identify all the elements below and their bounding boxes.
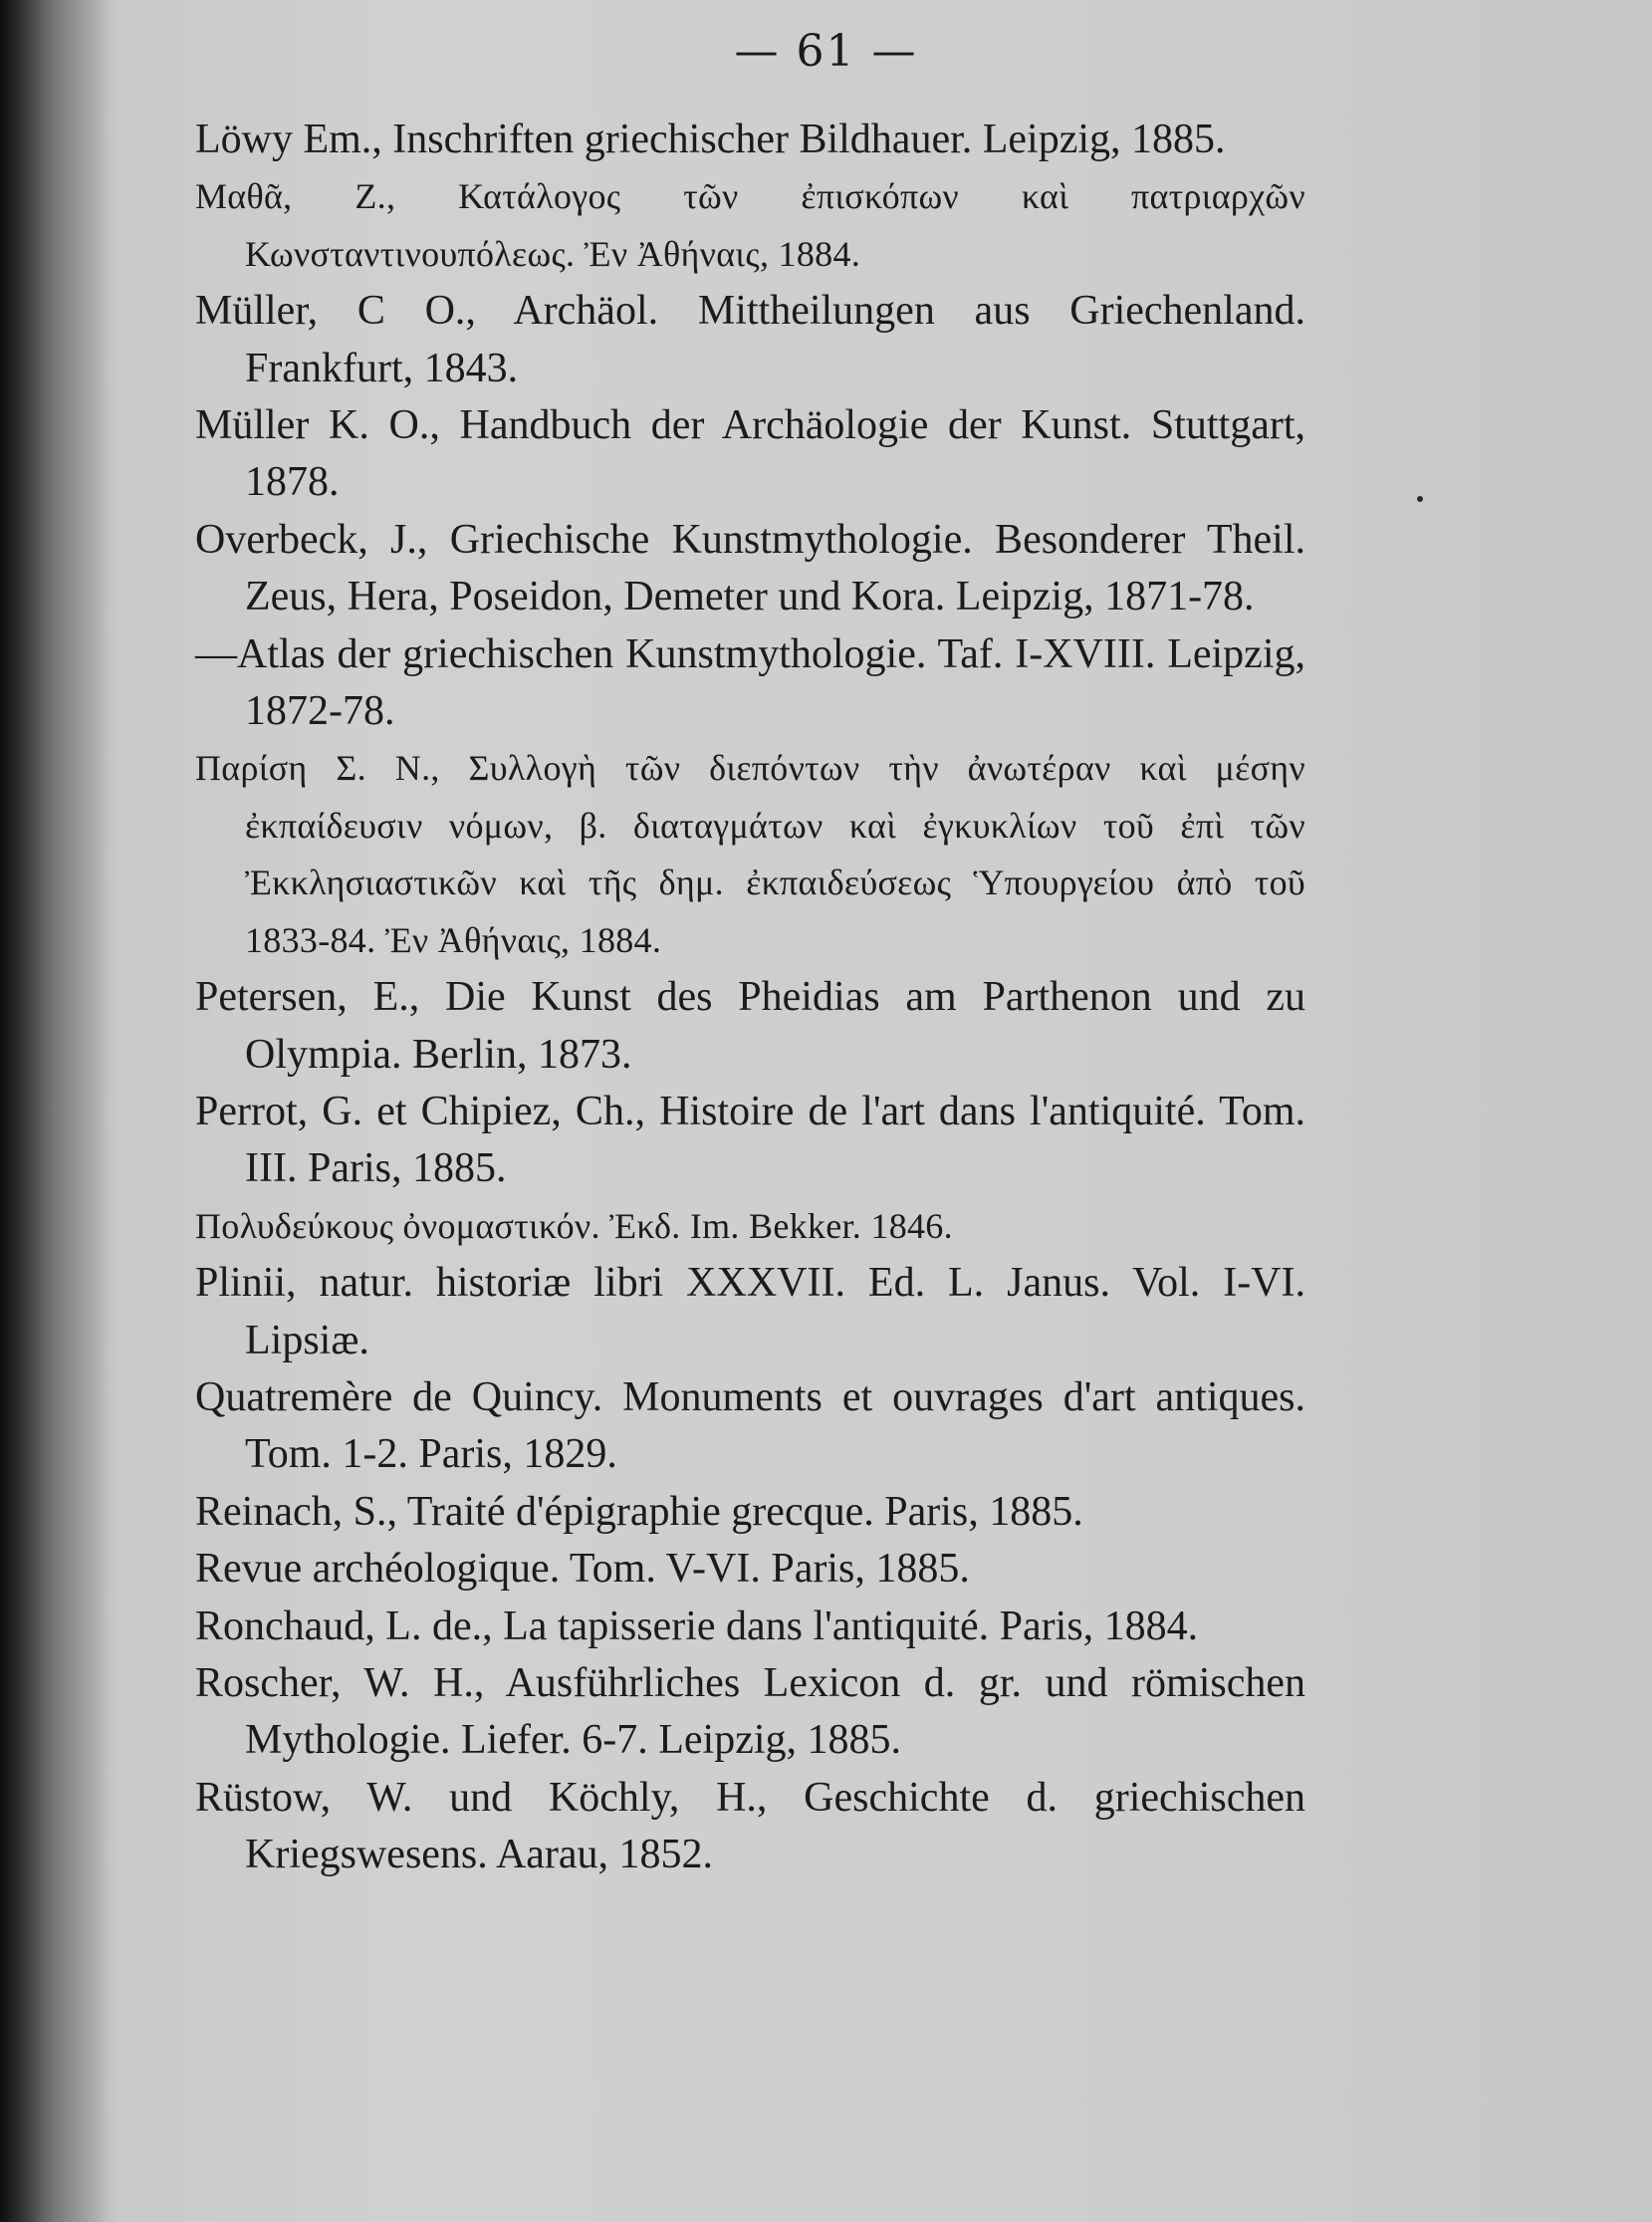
bibliography-entry: Petersen, E., Die Kunst des Pheidias am Parthenon und zu Olympia. Berlin, 1873.: [195, 974, 1305, 1078]
bibliography-entry: Roscher, W. H., Ausführliches Lexicon d. gr. und römischen Mythologie. Liefer. 6-7. Leipzig, 1885.: [195, 1659, 1305, 1764]
bibliography-entry: Παρίση Σ. Ν., Συλλογὴ τῶν διεπόντων τὴν ἀνωτέραν καὶ μέσην ἐκπαίδευσιν νόμων, β. διαταγμάτων καὶ ἐγκυκλίων τοῦ ἐπὶ τῶν Ἐκκλησιαστικῶν καὶ τῆς δημ. ἐκπαιδεύσεως Ὑπουργείου ἀπὸ τοῦ 1833-84. Ἐν Ἀθήναις, 1884.: [195, 748, 1305, 960]
bibliography-entry: Müller K. O., Handbuch der Archäologie der Kunst. Stuttgart, 1878.: [195, 402, 1305, 506]
bibliography-entry: Löwy Em., Inschriften griechischer Bildhauer. Leipzig, 1885.: [195, 117, 1226, 162]
bibliography-entry: Müller, C O., Archäol. Mittheilungen aus Griechenland. Frankfurt, 1843.: [195, 288, 1305, 391]
bibliography-entry: Perrot, G. et Chipiez, Ch., Histoire de l'art dans l'antiquité. Tom. III. Paris, 1885.: [195, 1088, 1305, 1192]
bibliography-entry: Πολυδεύκους ὀνομαστικόν. Ἐκδ. Im. Bekker. 1846.: [195, 1205, 953, 1246]
bibliography-entry: Overbeck, J., Griechische Kunstmythologie. Besonderer Theil. Zeus, Hera, Poseidon, Demeter und Kora. Leipzig, 1871-78.: [195, 516, 1305, 620]
bibliography-entry: Rüstow, W. und Köchly, H., Geschichte d. griechischen Kriegswesens. Aarau, 1852.: [195, 1774, 1305, 1878]
page-number: — 61 —: [734, 26, 918, 77]
bibliography-entry: Revue archéologique. Tom. V-VI. Paris, 1885.: [195, 1546, 970, 1593]
bibliography-list: [195, 112, 1305, 1884]
bibliography-entry: —Atlas der griechischen Kunstmythologie. Taf. I-XVIII. Leipzig, 1872-78.: [195, 630, 1305, 735]
bibliography-entry: Ronchaud, L. de., La tapisserie dans l'antiquité. Paris, 1884.: [195, 1603, 1199, 1649]
bibliography-entry: Μαθᾶ, Ζ., Κατάλογος τῶν ἐπισκόπων καὶ πατριαρχῶν Κωνσταντινουπόλεως. Ἐν Ἀθήναις, 1884.: [195, 176, 1305, 274]
bibliography-entry: Reinach, S., Traité d'épigraphie grecque. Paris, 1885.: [195, 1488, 1083, 1535]
ink-speck: [1417, 496, 1423, 502]
bibliography-entry: Plinii, natur. historiæ libri XXXVII. Ed. L. Janus. Vol. I-VI. Lipsiæ.: [195, 1260, 1305, 1363]
bibliography-entry: Quatremère de Quincy. Monuments et ouvrages d'art antiques. Tom. 1-2. Paris, 1829.: [195, 1373, 1305, 1478]
book-spine-shadow: [0, 0, 110, 2222]
